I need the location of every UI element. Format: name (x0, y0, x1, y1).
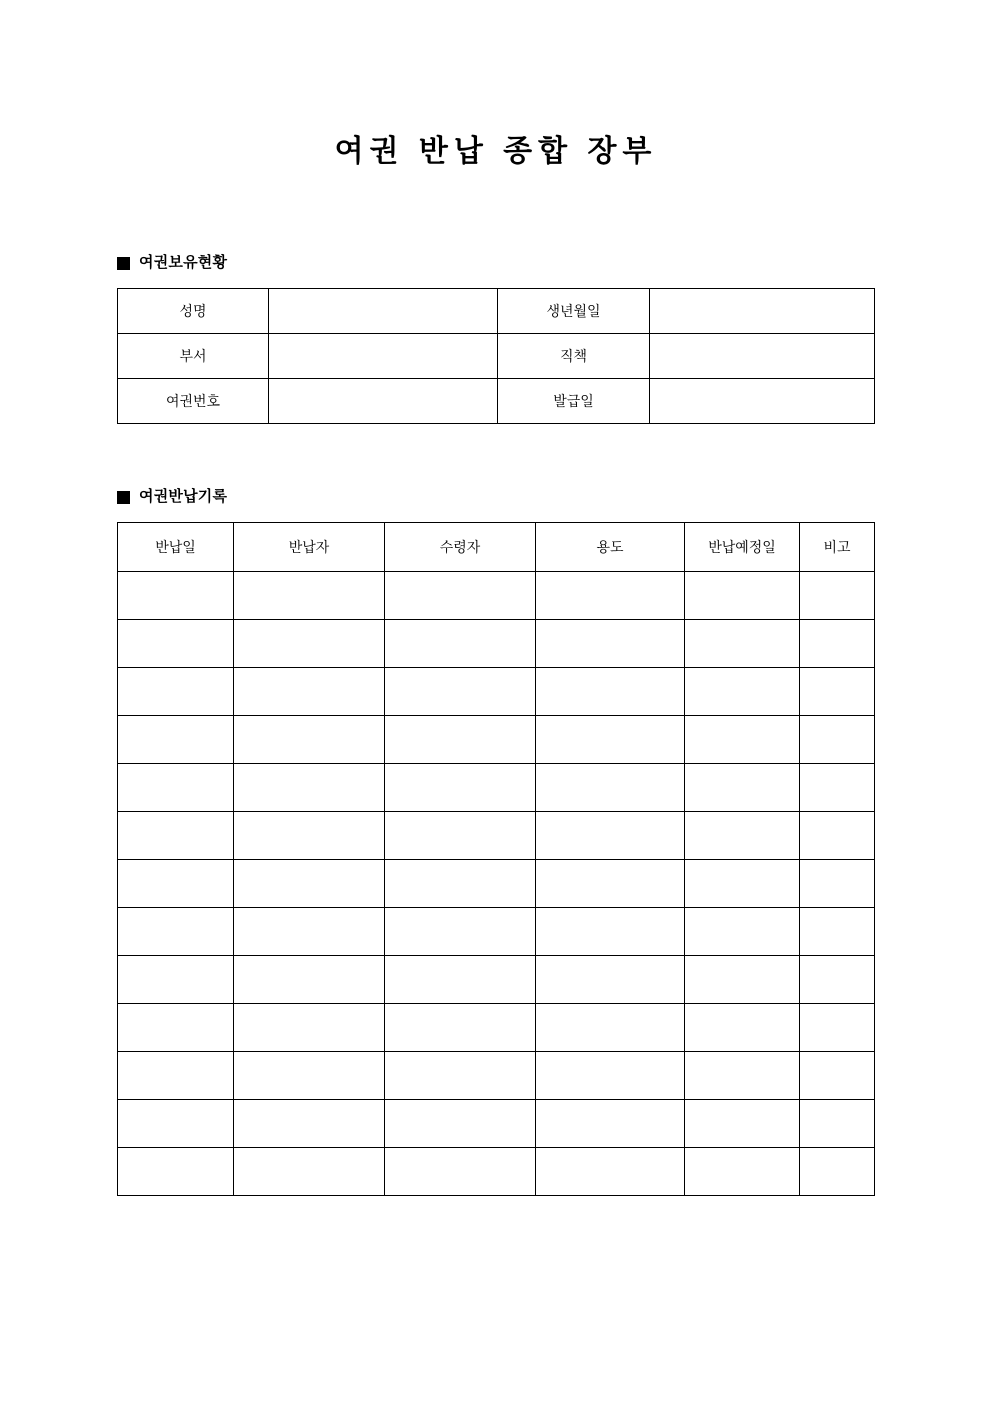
cell-purpose[interactable] (536, 620, 685, 668)
cell-return-date[interactable] (118, 668, 234, 716)
cell-purpose[interactable] (536, 908, 685, 956)
table-row (118, 572, 875, 620)
cell-remarks[interactable] (800, 668, 875, 716)
column-header-returner: 반납자 (234, 523, 385, 572)
cell-receiver[interactable] (385, 668, 536, 716)
cell-remarks[interactable] (800, 716, 875, 764)
field-value-issue-date[interactable] (650, 379, 875, 424)
section-heading-return-records (117, 487, 227, 507)
table-row (118, 764, 875, 812)
page-title: 여권 반납 종합 장부 (334, 135, 658, 168)
cell-remarks[interactable] (800, 572, 875, 620)
cell-remarks[interactable] (800, 620, 875, 668)
column-header-return-date: 반납일 (118, 523, 234, 572)
table-row (118, 1052, 875, 1100)
cell-receiver[interactable] (385, 764, 536, 812)
cell-receiver[interactable] (385, 812, 536, 860)
field-value-department[interactable] (269, 334, 498, 379)
cell-receiver[interactable] (385, 1052, 536, 1100)
cell-return-date[interactable] (118, 1004, 234, 1052)
cell-receiver[interactable] (385, 1100, 536, 1148)
section-heading-label: 여권반납기록 (139, 488, 228, 505)
cell-receiver[interactable] (385, 860, 536, 908)
table-row (118, 860, 875, 908)
cell-returner[interactable] (234, 1004, 385, 1052)
cell-receiver[interactable] (385, 1004, 536, 1052)
cell-remarks[interactable] (800, 812, 875, 860)
cell-expected-return-date[interactable] (685, 716, 800, 764)
cell-receiver[interactable] (385, 1148, 536, 1196)
cell-return-date[interactable] (118, 1100, 234, 1148)
cell-returner[interactable] (234, 1148, 385, 1196)
square-bullet-icon (117, 491, 130, 504)
cell-returner[interactable] (234, 1100, 385, 1148)
cell-purpose[interactable] (536, 716, 685, 764)
cell-purpose[interactable] (536, 956, 685, 1004)
table-row (118, 716, 875, 764)
cell-expected-return-date[interactable] (685, 860, 800, 908)
section-heading-label: 여권보유현황 (139, 254, 228, 271)
table-row (118, 908, 875, 956)
cell-return-date[interactable] (118, 812, 234, 860)
cell-purpose[interactable] (536, 668, 685, 716)
cell-returner[interactable] (234, 908, 385, 956)
cell-purpose[interactable] (536, 860, 685, 908)
cell-remarks[interactable] (800, 860, 875, 908)
cell-remarks[interactable] (800, 956, 875, 1004)
field-label-birthdate: 생년월일 (498, 289, 650, 334)
cell-returner[interactable] (234, 572, 385, 620)
cell-expected-return-date[interactable] (685, 572, 800, 620)
table-row (118, 1100, 875, 1148)
table-row (118, 379, 875, 424)
cell-receiver[interactable] (385, 572, 536, 620)
field-value-name[interactable] (269, 289, 498, 334)
square-bullet-icon (117, 257, 130, 270)
table-header-row (118, 523, 875, 572)
cell-purpose[interactable] (536, 572, 685, 620)
column-header-remarks: 비고 (800, 523, 875, 572)
cell-remarks[interactable] (800, 1148, 875, 1196)
field-value-position[interactable] (650, 334, 875, 379)
cell-return-date[interactable] (118, 860, 234, 908)
field-value-birthdate[interactable] (650, 289, 875, 334)
cell-return-date[interactable] (118, 572, 234, 620)
cell-receiver[interactable] (385, 620, 536, 668)
table-row (118, 812, 875, 860)
cell-remarks[interactable] (800, 1004, 875, 1052)
cell-returner[interactable] (234, 860, 385, 908)
cell-return-date[interactable] (118, 764, 234, 812)
cell-purpose[interactable] (536, 1052, 685, 1100)
cell-receiver[interactable] (385, 908, 536, 956)
field-label-name: 성명 (118, 289, 269, 334)
cell-remarks[interactable] (800, 1052, 875, 1100)
table-row (118, 289, 875, 334)
cell-expected-return-date[interactable] (685, 1052, 800, 1100)
table-row (118, 668, 875, 716)
cell-purpose[interactable] (536, 1100, 685, 1148)
column-header-receiver: 수령자 (385, 523, 536, 572)
cell-return-date[interactable] (118, 908, 234, 956)
cell-return-date[interactable] (118, 1052, 234, 1100)
cell-purpose[interactable] (536, 1004, 685, 1052)
cell-expected-return-date[interactable] (685, 956, 800, 1004)
cell-receiver[interactable] (385, 716, 536, 764)
table-row (118, 956, 875, 1004)
cell-return-date[interactable] (118, 716, 234, 764)
cell-expected-return-date[interactable] (685, 1004, 800, 1052)
passport-holding-table (117, 288, 875, 424)
cell-returner[interactable] (234, 1052, 385, 1100)
field-label-passport-number: 여권번호 (118, 379, 269, 424)
cell-returner[interactable] (234, 764, 385, 812)
table-row (118, 334, 875, 379)
table-row (118, 1148, 875, 1196)
cell-purpose[interactable] (536, 812, 685, 860)
section-heading-passport-holding (117, 253, 227, 273)
cell-return-date[interactable] (118, 620, 234, 668)
cell-return-date[interactable] (118, 956, 234, 1004)
column-header-expected-return-date: 반납예정일 (685, 523, 800, 572)
cell-expected-return-date[interactable] (685, 668, 800, 716)
cell-returner[interactable] (234, 956, 385, 1004)
field-label-position: 직책 (498, 334, 650, 379)
cell-returner[interactable] (234, 812, 385, 860)
cell-expected-return-date[interactable] (685, 812, 800, 860)
cell-return-date[interactable] (118, 1148, 234, 1196)
table-row (118, 1004, 875, 1052)
cell-expected-return-date[interactable] (685, 764, 800, 812)
table-row (118, 620, 875, 668)
cell-remarks[interactable] (800, 1100, 875, 1148)
field-label-issue-date: 발급일 (498, 379, 650, 424)
cell-expected-return-date[interactable] (685, 908, 800, 956)
cell-returner[interactable] (234, 668, 385, 716)
field-value-passport-number[interactable] (269, 379, 498, 424)
return-records-table (117, 522, 875, 1196)
column-header-purpose: 용도 (536, 523, 685, 572)
cell-expected-return-date[interactable] (685, 620, 800, 668)
cell-expected-return-date[interactable] (685, 1100, 800, 1148)
cell-purpose[interactable] (536, 1148, 685, 1196)
cell-expected-return-date[interactable] (685, 1148, 800, 1196)
return-records-body (118, 572, 875, 1196)
field-label-department: 부서 (118, 334, 269, 379)
cell-receiver[interactable] (385, 956, 536, 1004)
cell-remarks[interactable] (800, 764, 875, 812)
cell-remarks[interactable] (800, 908, 875, 956)
cell-returner[interactable] (234, 620, 385, 668)
cell-returner[interactable] (234, 716, 385, 764)
cell-purpose[interactable] (536, 764, 685, 812)
